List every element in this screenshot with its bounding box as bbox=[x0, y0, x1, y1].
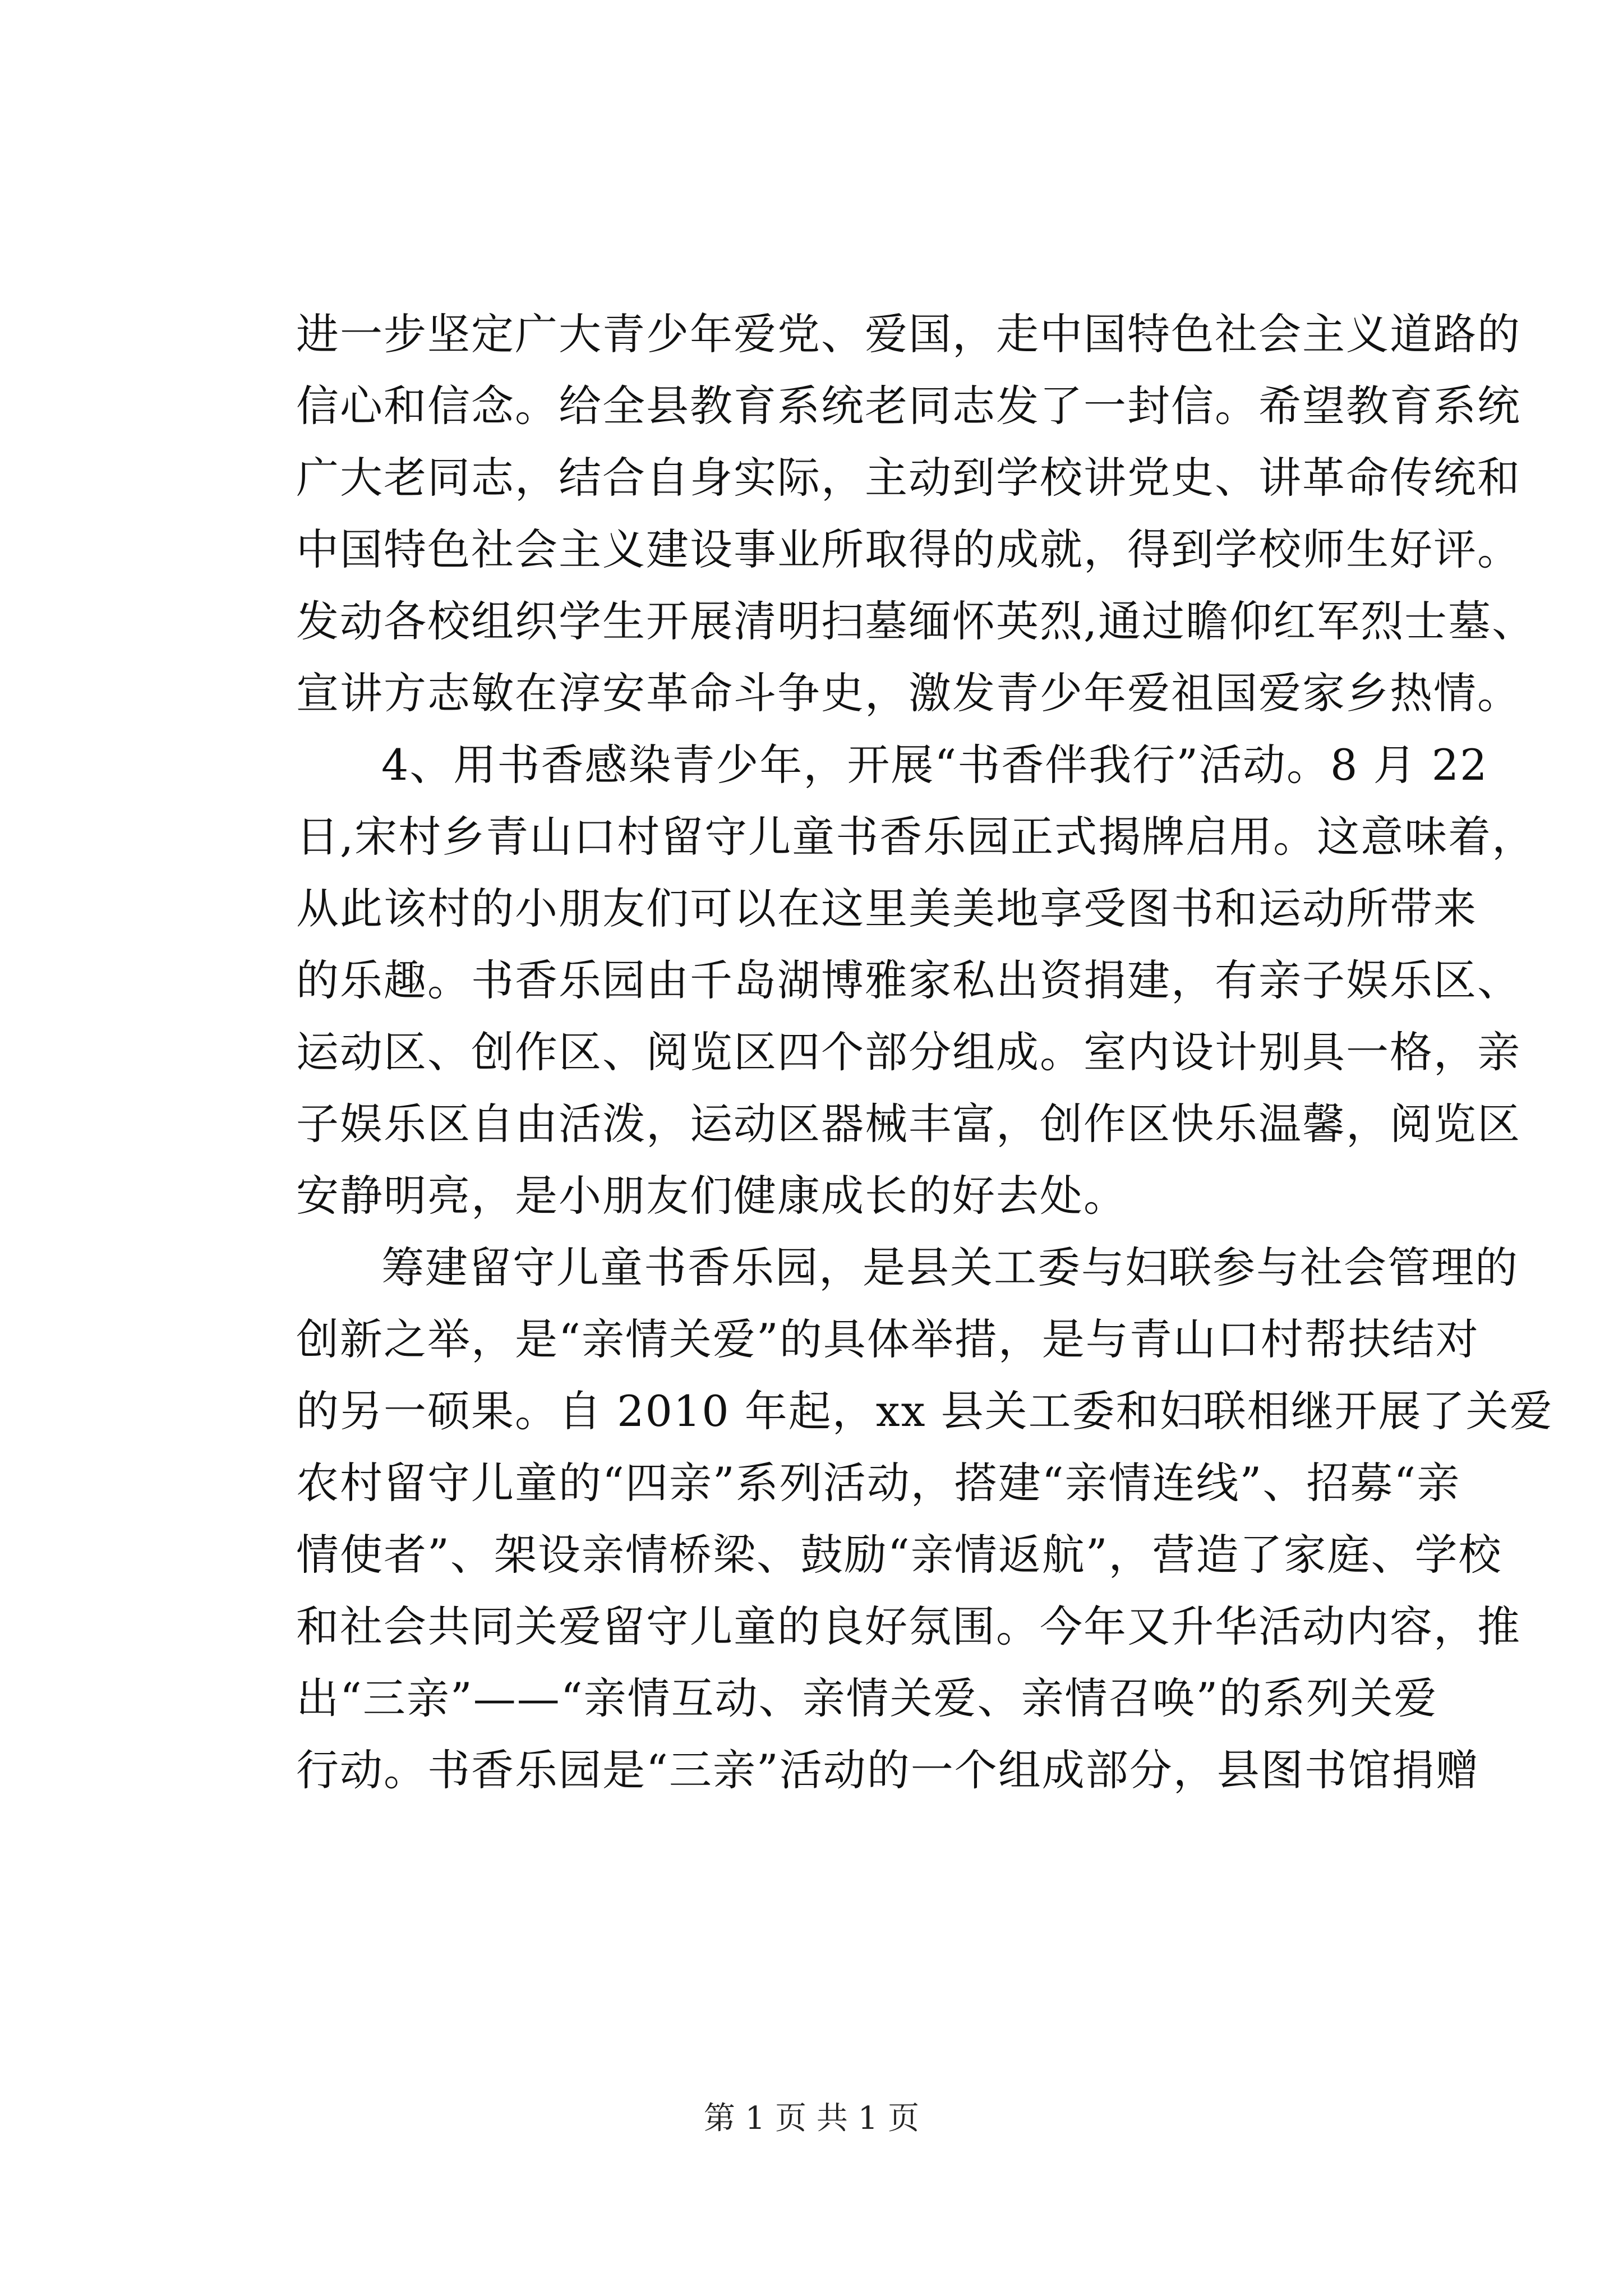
document-body bbox=[296, 298, 1553, 1806]
text-line: 运动区、创作区、阅览区四个部分组成。室内设计别具一格，亲 bbox=[296, 1027, 1521, 1077]
text-line: 中国特色社会主义建设事业所取得的成就，得到学校师生好评。 bbox=[296, 524, 1521, 574]
text-line: 和社会共同关爱留守儿童的良好氛围。今年又升华活动内容，推 bbox=[296, 1602, 1521, 1651]
text-line: 信心和信念。给全县教育系统老同志发了一封信。希望教育系统 bbox=[296, 381, 1521, 431]
text-line: 从此该村的小朋友们可以在这里美美地享受图书和运动所带来 bbox=[296, 884, 1477, 933]
text-line: 发动各校组织学生开展清明扫墓缅怀英烈,通过瞻仰红军烈士墓、 bbox=[296, 596, 1536, 646]
text-line: 广大老同志，结合自身实际，主动到学校讲党史、讲革命传统和 bbox=[296, 453, 1521, 503]
text-line: 宣讲方志敏在淳安革命斗争史，激发青少年爱祖国爱家乡热情。 bbox=[296, 668, 1521, 718]
text-line: 的另一硕果。自 2010 年起，xx 县关工委和妇联相继开展了关爱 bbox=[296, 1386, 1553, 1436]
text-line: 进一步坚定广大青少年爱党、爱国，走中国特色社会主义道路的 bbox=[296, 309, 1521, 359]
text-line: 出“三亲”——“亲情互动、亲情关爱、亲情召唤”的系列关爱 bbox=[296, 1673, 1438, 1723]
text-line: 创新之举，是“亲情关爱”的具体举措，是与青山口村帮扶结对 bbox=[296, 1314, 1479, 1364]
text-line: 的乐趣。书香乐园由千岛湖博雅家私出资捐建，有亲子娱乐区、 bbox=[296, 955, 1521, 1005]
text-line: 情使者”、架设亲情桥梁、鼓励“亲情返航”，营造了家庭、学校 bbox=[296, 1530, 1502, 1580]
text-line: 日,宋村乡青山口村留守儿童书香乐园正式揭牌启用。这意味着， bbox=[296, 812, 1536, 862]
text-line: 子娱乐区自由活泼，运动区器械丰富，创作区快乐温馨，阅览区 bbox=[296, 1099, 1521, 1149]
paragraph-first-line: 4、用书香感染青少年，开展“书香伴我行”活动。8 月 22 bbox=[381, 740, 1488, 790]
paragraph-first-line: 筹建留守儿童书香乐园，是县关工委与妇联参与社会管理的 bbox=[381, 1243, 1519, 1292]
text-line: 行动。书香乐园是“三亲”活动的一个组成部分，县图书馆捐赠 bbox=[296, 1745, 1479, 1795]
text-line: 农村留守儿童的“四亲”系列活动，搭建“亲情连线”、招募“亲 bbox=[296, 1458, 1461, 1508]
text-line: 安静明亮，是小朋友们健康成长的好去处。 bbox=[296, 1171, 1127, 1221]
page-number-footer: 第 1 页 共 1 页 bbox=[703, 2100, 920, 2137]
